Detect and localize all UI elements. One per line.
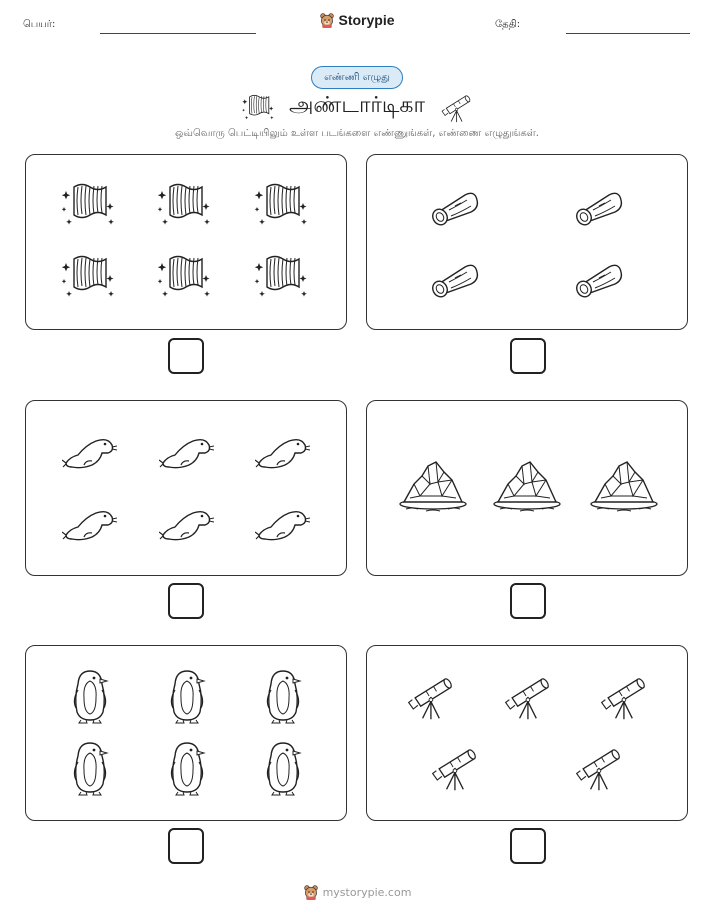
seal-icon: [255, 431, 311, 471]
aurora-icon: [156, 251, 212, 301]
telescope-icon: [597, 670, 649, 722]
page-title: அண்டார்டிகா: [288, 93, 426, 118]
aurora-icon: [253, 179, 309, 229]
penguin-icon: [70, 740, 110, 796]
seal-icon: [62, 431, 118, 471]
telescope-icon: [428, 741, 480, 793]
penguin-icon: [263, 668, 303, 724]
aurora-icon: [60, 251, 116, 301]
log-icon: [571, 186, 627, 226]
count-panel-aurora: [25, 154, 347, 330]
telescope-icon: [572, 741, 624, 793]
footer-url[interactable]: mystorypie.com: [322, 885, 412, 899]
seal-icon: [62, 503, 118, 543]
telescope-icon: [439, 90, 473, 124]
answer-box-telescope[interactable]: [510, 828, 546, 864]
activity-badge: எண்ணி எழுது: [311, 66, 403, 89]
aurora-icon: [253, 251, 309, 301]
count-panel-log: [366, 154, 688, 330]
iceberg-icon: [492, 458, 562, 514]
aurora-icon: [156, 179, 212, 229]
log-icon: [571, 258, 627, 298]
seal-icon: [255, 503, 311, 543]
answer-box-aurora[interactable]: [168, 338, 204, 374]
date-label: தேதி:: [495, 19, 521, 30]
brand-name: Storypie: [338, 12, 395, 28]
seal-icon: [159, 503, 215, 543]
telescope-icon: [501, 670, 553, 722]
penguin-icon: [167, 740, 207, 796]
answer-box-seal[interactable]: [168, 583, 204, 619]
answer-box-penguin[interactable]: [168, 828, 204, 864]
iceberg-icon: [398, 458, 468, 514]
count-panel-seal: [25, 400, 347, 576]
telescope-icon: [404, 670, 456, 722]
aurora-icon: [60, 179, 116, 229]
penguin-icon: [167, 668, 207, 724]
iceberg-icon: [589, 458, 659, 514]
seal-icon: [159, 431, 215, 471]
brand-logo: [0, 12, 714, 28]
date-line[interactable]: [566, 33, 690, 34]
footer: [0, 884, 714, 900]
title-row: [0, 90, 714, 124]
answer-box-log[interactable]: [510, 338, 546, 374]
instructions: ஒவ்வொரு பெட்டியிலும் உள்ள படங்களை எண்ணுங்கள், எண்ணை எழுதுங்கள்.: [175, 128, 539, 139]
count-panel-iceberg: [366, 400, 688, 576]
log-icon: [427, 186, 483, 226]
penguin-icon: [70, 668, 110, 724]
bear-logo-icon: [303, 884, 319, 900]
penguin-icon: [263, 740, 303, 796]
log-icon: [427, 258, 483, 298]
aurora-icon: [241, 92, 275, 122]
name-line[interactable]: [100, 33, 256, 34]
name-label: பெயர்:: [23, 19, 56, 30]
answer-box-iceberg[interactable]: [510, 583, 546, 619]
bear-logo-icon: [319, 12, 335, 28]
count-panel-telescope: [366, 645, 688, 821]
count-panel-penguin: [25, 645, 347, 821]
